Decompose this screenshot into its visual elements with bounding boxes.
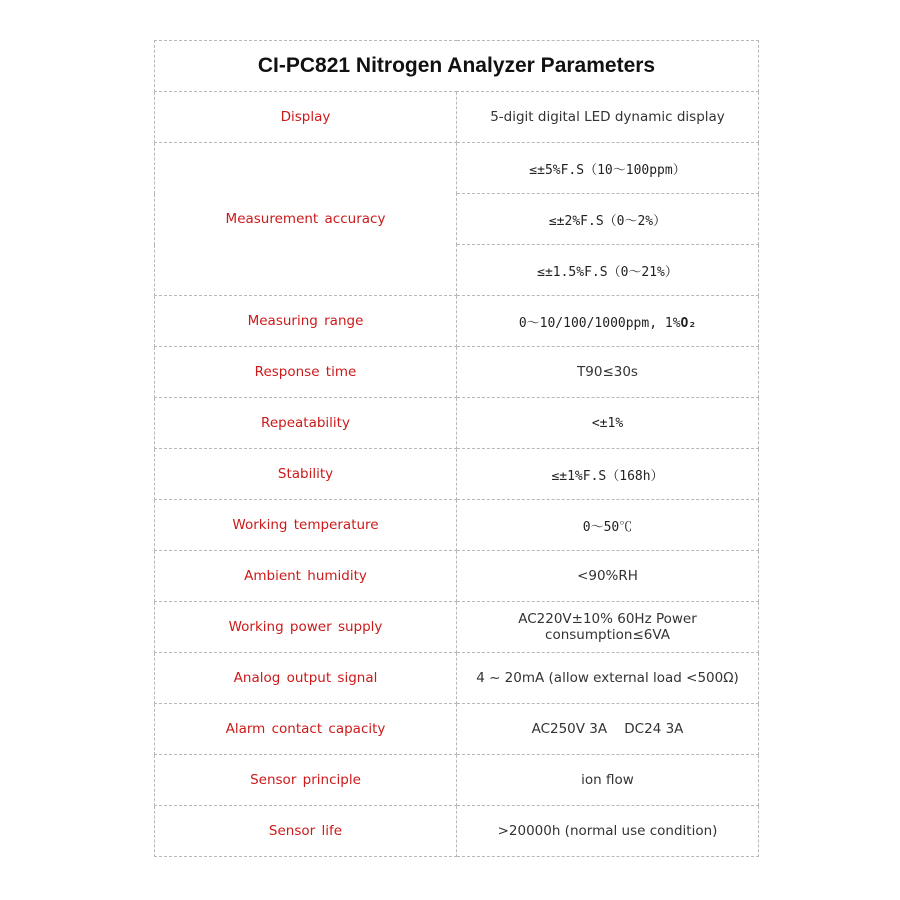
row-value-working-power-supply: AC220V±10% 60Hz Power consumption≤6VA <box>457 602 759 653</box>
row-label-working-temperature: Working temperature <box>155 500 457 551</box>
table-row <box>155 704 759 755</box>
row-label-sensor-principle: Sensor principle <box>155 755 457 806</box>
table-row <box>155 602 759 653</box>
row-value-repeatability: <±1% <box>457 398 759 449</box>
table-row <box>155 755 759 806</box>
row-label-stability: Stability <box>155 449 457 500</box>
row-value-accuracy-3: ≤±1.5%F.S（0～21%） <box>457 245 759 296</box>
measuring-range-text: 0～10/100/1000ppm, 1% <box>518 315 681 331</box>
row-label-ambient-humidity: Ambient humidity <box>155 551 457 602</box>
row-label-response-time: Response time <box>155 347 457 398</box>
row-value-ambient-humidity: <90%RH <box>457 551 759 602</box>
row-value-sensor-principle: ion flow <box>457 755 759 806</box>
table-row <box>155 653 759 704</box>
row-label-working-power-supply: Working power supply <box>155 602 457 653</box>
row-value-accuracy-1: ≤±5%F.S（10～100ppm） <box>457 143 759 194</box>
table-row <box>155 806 759 857</box>
row-label-measuring-range: Measuring range <box>155 296 457 347</box>
measuring-range-o2: O₂ <box>680 315 697 331</box>
table-row <box>155 449 759 500</box>
table-row <box>155 551 759 602</box>
row-value-measuring-range <box>457 296 759 347</box>
row-label-repeatability: Repeatability <box>155 398 457 449</box>
row-label-alarm-contact-capacity: Alarm contact capacity <box>155 704 457 755</box>
row-value-display: 5-digit digital LED dynamic display <box>457 92 759 143</box>
row-value-accuracy-2: ≤±2%F.S（0～2%） <box>457 194 759 245</box>
row-value-sensor-life: >20000h (normal use condition) <box>457 806 759 857</box>
table-row <box>155 347 759 398</box>
parameters-table <box>154 40 759 857</box>
row-value-stability: ≤±1%F.S（168h） <box>457 449 759 500</box>
table-row <box>155 398 759 449</box>
table-row <box>155 296 759 347</box>
row-label-measurement-accuracy: Measurement accuracy <box>155 143 457 296</box>
table-row <box>155 92 759 143</box>
row-value-analog-output-signal: 4 ~ 20mA (allow external load <500Ω) <box>457 653 759 704</box>
table-title-row <box>155 41 759 92</box>
row-label-analog-output-signal: Analog output signal <box>155 653 457 704</box>
row-value-response-time: T90≤30s <box>457 347 759 398</box>
row-label-sensor-life: Sensor life <box>155 806 457 857</box>
table-title: CI-PC821 Nitrogen Analyzer Parameters <box>155 41 759 92</box>
table-row <box>155 500 759 551</box>
row-value-working-temperature: 0～50℃ <box>457 500 759 551</box>
row-value-alarm-contact-capacity: AC250V 3A DC24 3A <box>457 704 759 755</box>
row-label-display: Display <box>155 92 457 143</box>
table-row <box>155 143 759 194</box>
